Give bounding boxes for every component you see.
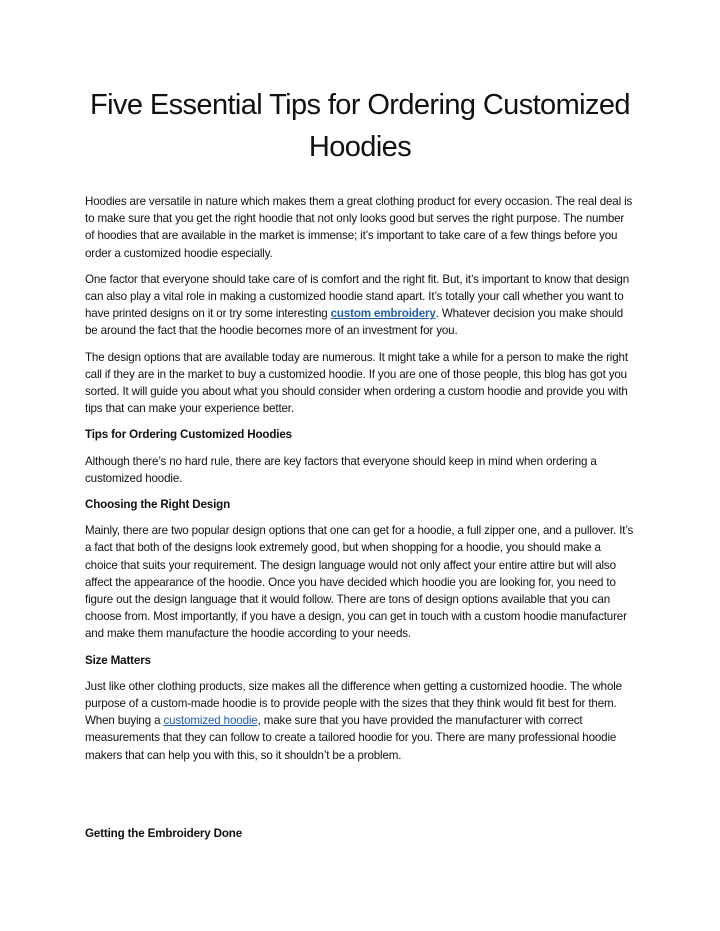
embroidery-heading: Getting the Embroidery Done bbox=[85, 826, 242, 840]
intro-paragraph: Hoodies are versatile in nature which makes them a great clothing product for every occasion. The real deal is to make sure that you get the right hoodie that not only looks good but serves the right purpose. The number of hoodies that are available in the market is immense; it’s important to take care of a few things before you order a customized hoodie especially. bbox=[85, 195, 633, 260]
comfort-text-end: . Whatever decision you make should be around the fact that the hoodie becomes more of an investment for you. bbox=[85, 307, 624, 338]
comfort-text-start: One factor that everyone should take care of is comfort and the right fit. But, it’s important to know that design can also play a vital role in making a customized hoodie stand apart. It’s totally your call whether you want to have printed designs on it or try some interesting bbox=[85, 272, 629, 321]
size-heading: Size Matters bbox=[85, 653, 151, 667]
design-options-paragraph: The design options that are available today are numerous. It might take a while for a person to make the right call if they are in the market to buy a customized hoodie. If you are one of those people, this blog has got you sorted. It will guide you about what you should consider when ordering a custom hoodie and provide you with tips that can make your experience better. bbox=[85, 350, 628, 416]
spacer bbox=[85, 773, 635, 825]
size-text-end: , make sure that you have provided the manufacturer with correct measurements that they can follow to create a tailored hoodie for you. There are many professional hoodie makers that can help you with this, so it shouldn’t be a problem. bbox=[85, 714, 617, 762]
title-line-2: Hoodies bbox=[308, 131, 412, 163]
design-heading: Choosing the Right Design bbox=[85, 498, 231, 512]
size-paragraph bbox=[85, 678, 635, 764]
comfort-paragraph bbox=[85, 271, 635, 340]
article-body bbox=[85, 193, 635, 851]
title-line-1: Five Essential Tips for Ordering Customized bbox=[90, 89, 630, 121]
design-paragraph: Mainly, there are two popular design options that one can get for a hoodie, a full zipper one, and a pullover. It’s a fact that both of the designs look extremely good, but when shopping for a hoodie, you should make a choice that suits your requirement. The design language would not only affect your entire attire but will also affect the appearance of the hoodie. Once you have decided which hoodie you are looking for, you need to figure out the design language that it would follow. There are tons of design options available that you can choose from. Most importantly, if you have a design, you can get in touch with a custom hoodie manufacturer and make them manufacture the hoodie according to your needs. bbox=[85, 524, 634, 641]
size-text-start: Just like other clothing products, size makes all the difference when getting a customized hoodie. The whole purpose of a custom-made hoodie is to provide people with the sizes that they think would fit best for them. When buying a bbox=[85, 679, 622, 728]
custom-embroidery-link[interactable]: custom embroidery bbox=[330, 307, 436, 321]
customized-hoodie-link[interactable]: customized hoodie bbox=[163, 714, 258, 728]
tips-paragraph: Although there’s no hard rule, there are key factors that everyone should keep in mind when ordering a customized hoodie. bbox=[85, 454, 597, 485]
tips-heading: Tips for Ordering Customized Hoodies bbox=[85, 428, 292, 442]
page-title bbox=[90, 84, 630, 168]
